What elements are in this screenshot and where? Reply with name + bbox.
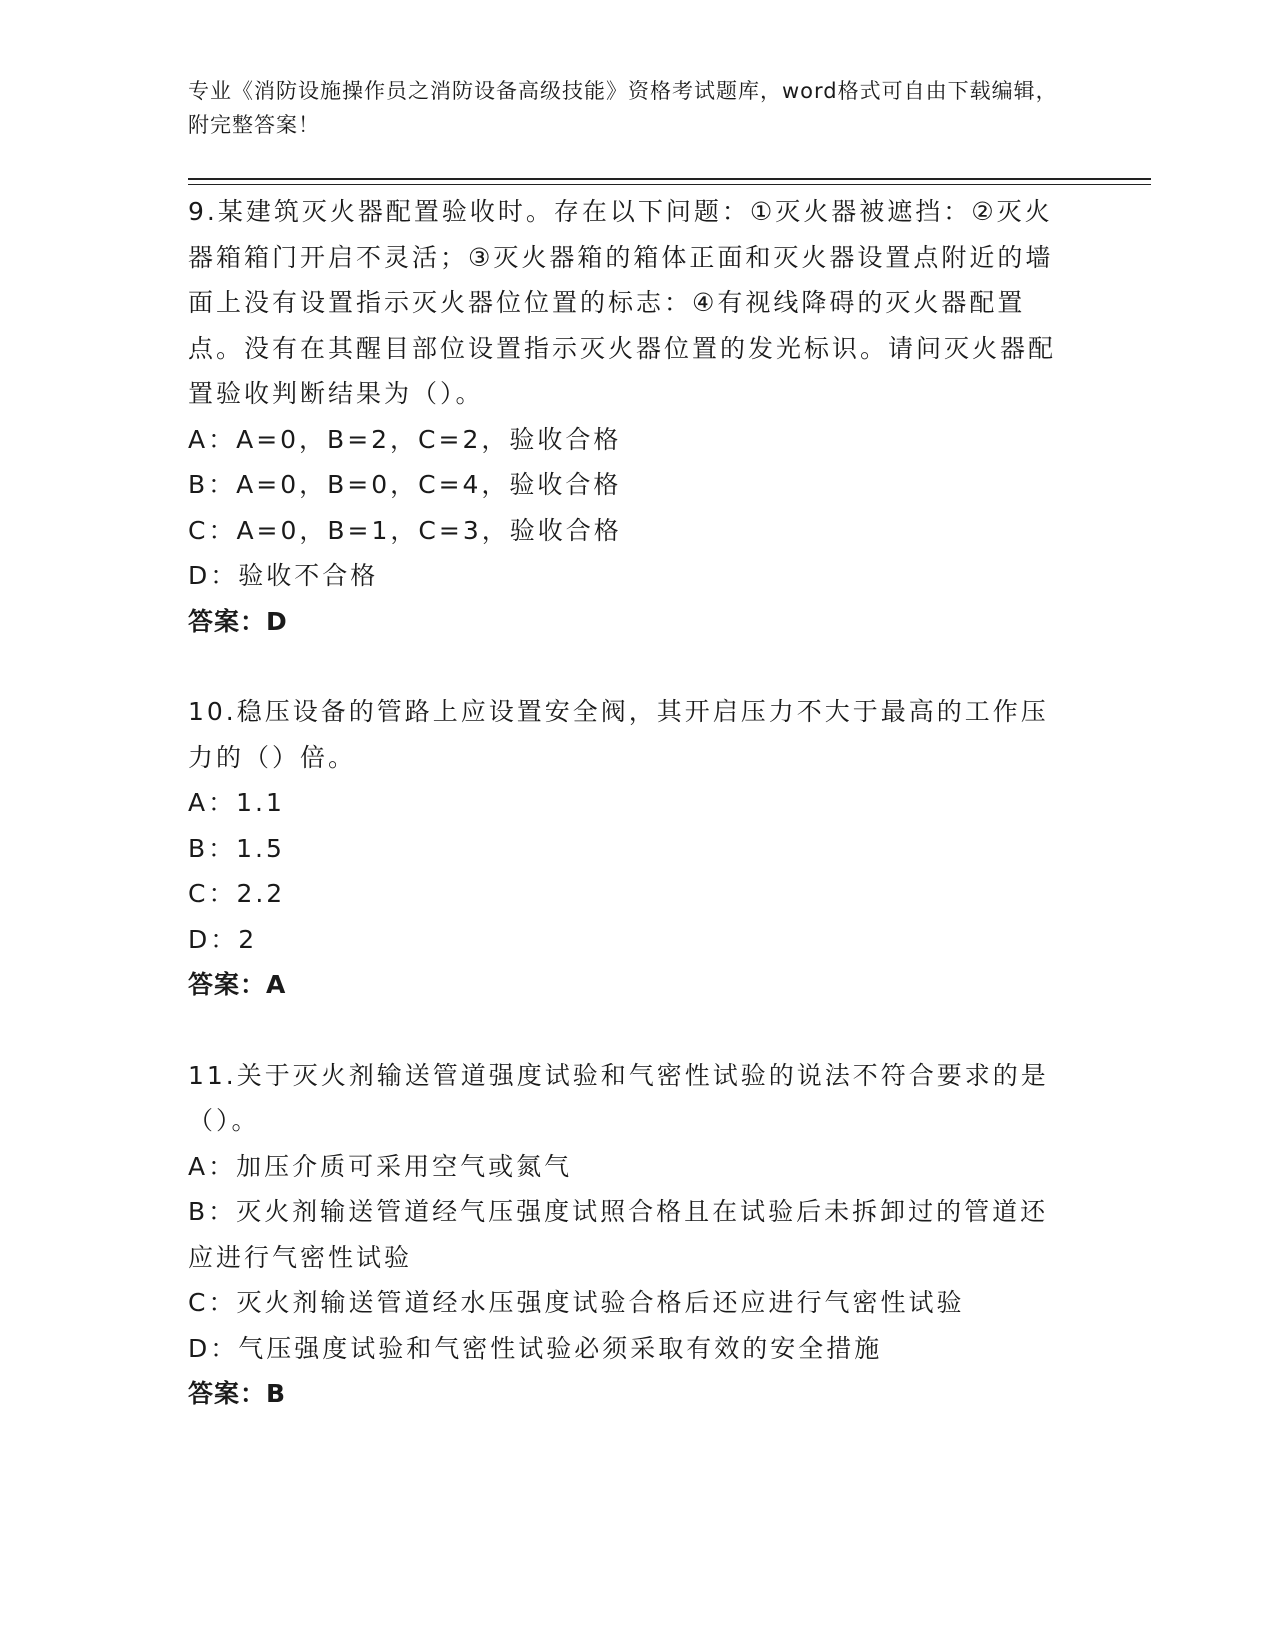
option-a: A：1.1 — [188, 788, 285, 817]
question-10 — [188, 689, 1068, 1008]
option-a: A：加压介质可采用空气或氮气 — [188, 1151, 573, 1181]
question-spacer — [188, 644, 1068, 689]
question-list — [188, 189, 1068, 1417]
answer-line: 答案：A — [188, 970, 287, 999]
option-d: D：气压强度试验和气密性试验必须采取有效的安全措施 — [188, 1333, 883, 1363]
option-b: B：1.5 — [188, 833, 285, 863]
answer-line: 答案：B — [188, 1379, 287, 1408]
option-d: D：2 — [188, 924, 258, 954]
question-9 — [188, 189, 1068, 644]
option-c: C：A=0，B=1，C=3，验收合格 — [188, 515, 622, 545]
option-d: D：验收不合格 — [188, 561, 379, 590]
document-header: 专业《消防设施操作员之消防设备高级技能》资格考试题库，word格式可自由下载编辑，附完整答案！ — [188, 79, 1058, 137]
option-b: B：灭火剂输送管道经气压强度试照合格且在试验后未拆卸过的管道还应进行气密性试验 — [188, 1197, 1049, 1272]
question-11 — [188, 1053, 1068, 1417]
question-stem: 10.稳压设备的管路上应设置安全阀，其开启压力不大于最高的工作压力的（）倍。 — [188, 697, 1049, 772]
question-spacer — [188, 1008, 1068, 1053]
option-b: B：A=0，B=0，C=4，验收合格 — [188, 470, 622, 499]
header-divider-thick — [188, 178, 1151, 180]
answer-line: 答案：D — [188, 606, 288, 636]
option-c: C：2.2 — [188, 879, 286, 908]
question-stem: 9.某建筑灭火器配置验收时。存在以下问题：①灭火器被遮挡：②灭火器箱箱门开启不灵活；③灭火器箱的箱体正面和灭火器设置点附近的墙面上没有设置指示灭火器位位置的标志：④有视线降碍的灭火器配置点。没有在其醒目部位设置指示灭火器位置的发光标识。请问灭火器配置验收判断结果为（）。 — [188, 197, 1057, 408]
option-a: A：A=0，B=2，C=2，验收合格 — [188, 424, 622, 454]
question-stem: 11.关于灭火剂输送管道强度试验和气密性试验的说法不符合要求的是（）。 — [188, 1060, 1049, 1135]
option-c: C：灭火剂输送管道经水压强度试验合格后还应进行气密性试验 — [188, 1288, 965, 1317]
header-divider-thin — [188, 184, 1151, 185]
